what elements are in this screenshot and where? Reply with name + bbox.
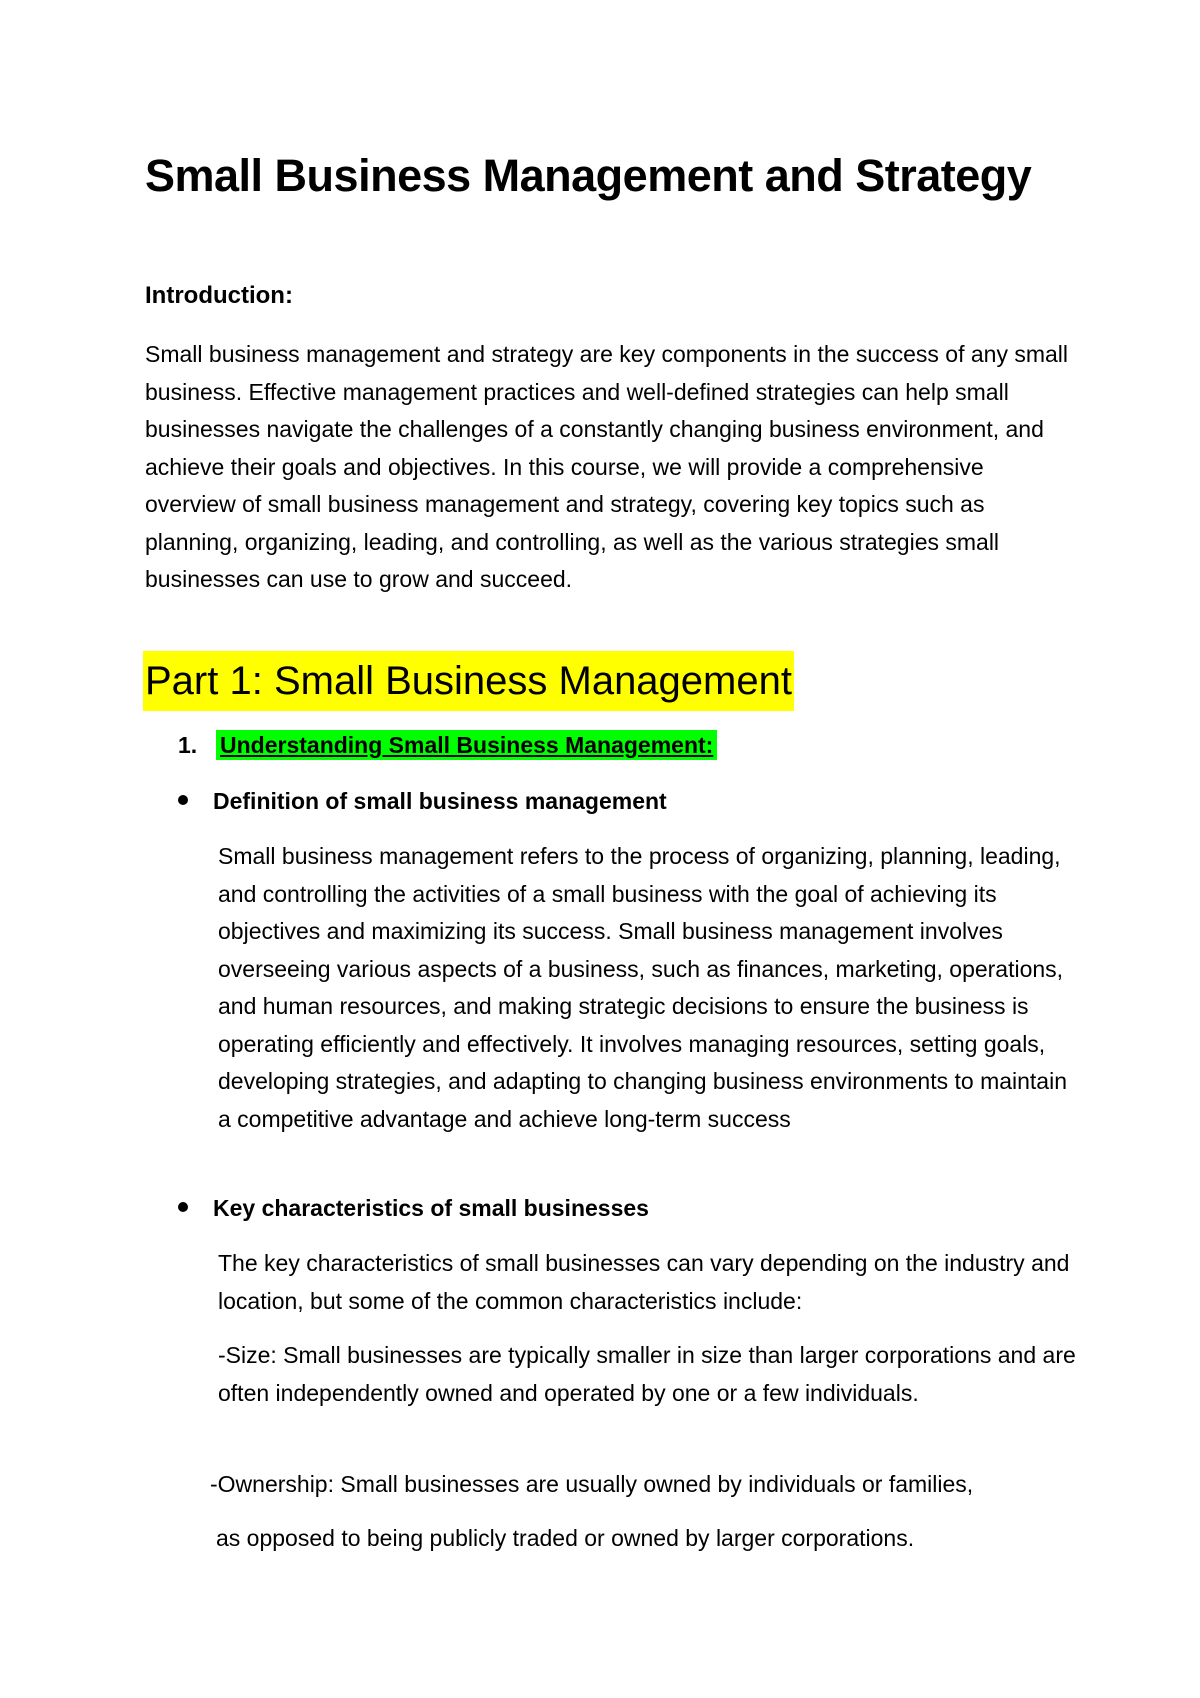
part1-heading: Part 1: Small Business Management (143, 651, 794, 711)
ownership-line-2: as opposed to being publicly traded or owned by larger corporations. (216, 1525, 915, 1551)
ownership-line-1: -Ownership: Small businesses are usually owned by individuals or families, (210, 1471, 974, 1497)
item-label: Understanding Small Business Management: (216, 730, 717, 760)
intro-paragraph: Small business management and strategy are key components in the success of any small business. Effective management practices and well-defined strategies can help small businesses navigate the challenges of a constantly changing business environment, and achieve their goals and objectives. In this course, we will provide a comprehensive overview of small business management and strategy, covering key topics such as planning, organizing, leading, and controlling, as well as the various strategies small businesses can use to grow and succeed. (145, 341, 1069, 592)
intro-heading: Introduction: (145, 282, 293, 309)
bullet-dot-icon (178, 1202, 188, 1212)
bullet-dot-icon (178, 795, 188, 805)
bullet-label: Definition of small business management (213, 788, 667, 814)
item-number: 1. (178, 732, 198, 758)
definition-paragraph: Small business management refers to the process of organizing, planning, leading, and controlling the activities of a small business with the goal of achieving its objectives and maximizing its success. Small business management involves overseeing various aspects of a business, such as finances, marketing, operations, and human resources, and making strategic decisions to ensure the business is operating efficiently and effectively. It involves managing resources, setting goals, developing strategies, and adapting to changing business environments to maintain a competitive advantage and achieve long-term success (218, 843, 1068, 1132)
size-paragraph: -Size: Small businesses are typically smaller in size than larger corporations and are often independently owned and operated by one or a few individuals. (218, 1342, 1076, 1406)
characteristics-paragraph: The key characteristics of small businesses can vary depending on the industry and location, but some of the common characteristics include: (218, 1250, 1070, 1314)
document-title: Small Business Management and Strategy (145, 150, 1032, 201)
bullet-characteristics (178, 1195, 649, 1222)
bullet-label: Key characteristics of small businesses (213, 1195, 649, 1221)
numbered-item-1 (178, 732, 717, 759)
bullet-definition (178, 788, 667, 815)
